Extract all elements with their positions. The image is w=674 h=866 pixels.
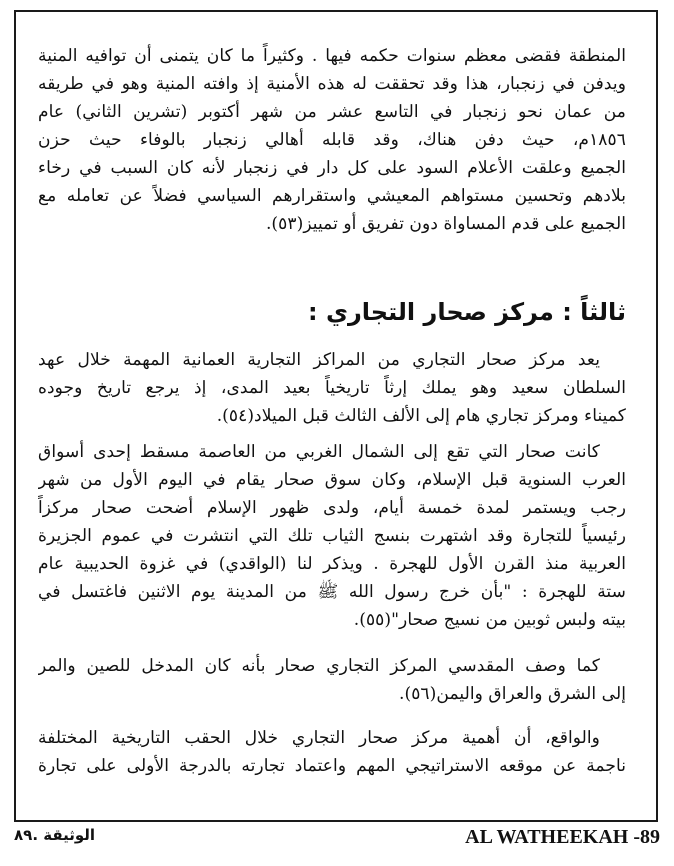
text-line: السلطان سعيد وهو يملك إرثاً تاريخياً بعيد المدى، إذ يرجع تاريخ وجوده (38, 378, 626, 398)
text-line: كميناء ومركز تجاري هام إلى الألف الثالث قبل الميلاد(٥٤). (216, 406, 626, 426)
text-line: من عمان نحو زنجبار في التاسع عشر من شهر أكتوبر (تشرين الثاني) عام (38, 102, 626, 122)
text-line: ويدفن في زنجبار، هذا وقد تحققت له هذه الأمنية إذ وافته المنية وهو في طريقه (38, 74, 626, 94)
text-line: الجميع على قدم المساواة دون تفريق أو تمييز(٥٣). (265, 214, 626, 234)
text-line: العربية منذ القرن الأول للهجرة . ويذكر لنا (الواقدي) في غزوة الحديبية عام (38, 554, 626, 574)
footer-journal-arabic: الوثيقة .٨٩ (14, 826, 96, 844)
text-line: ستة للهجرة : "بأن خرج رسول الله ﷺ من المدينة يوم الاثنين فاغتسل في (38, 582, 626, 602)
footer-journal-latin: AL WATHEEKAH -89 (465, 826, 660, 848)
text-line: بيته ولبس ثوبين من نسيج صحار"(٥٥). (353, 610, 626, 630)
section-heading: ثالثاً : مركز صحار التجاري : (308, 298, 626, 326)
text-line: الجميع وعلقت الأعلام السود على كل دار في زنجبار لأنه كان السبب في رخاء (38, 158, 626, 178)
text-line: ناجمة عن موقعه الاستراتيجي المهم واعتماد تجارته بالدرجة الأولى على تجارة (38, 756, 626, 776)
text-line: رئيسياً للتجارة وقد اشتهرت بنسج الثياب تلك التي انتشرت في عموم الجزيرة (38, 526, 626, 546)
text-line: والواقع، أن أهمية مركز صحار التجاري خلال الحقب التاريخية المختلفة (38, 728, 600, 748)
text-line: ١٨٥٦م، حيث دفن هناك، وقد قابله أهالي زنجبار بالوفاء حيث حزن (38, 130, 626, 150)
text-line: إلى الشرق والعراق واليمن(٥٦). (399, 684, 626, 704)
text-line: كانت صحار التي تقع إلى الشمال الغربي من العاصمة مسقط إحدى أسواق (38, 442, 600, 462)
text-line: العرب السنوية قبل الإسلام، وكان سوق صحار يقام في اليوم الأول من شهر (38, 470, 626, 490)
text-line: رجب ويستمر لمدة خمسة أيام، ولدى ظهور الإسلام أضحت صحار مركزاً (38, 498, 626, 518)
text-line: المنطقة فقضى معظم سنوات حكمه فيها . وكثيراً ما كان يتمنى أن توافيه المنية (38, 46, 626, 66)
page-frame (14, 10, 658, 822)
text-line: بلادهم وتحسين مستواهم المعيشي واستقرارهم السياسي فضلاً عن تعامله مع (38, 186, 626, 206)
text-line: يعد مركز صحار التجاري من المراكز التجارية العمانية المهمة خلال عهد (38, 350, 600, 370)
text-line: كما وصف المقدسي المركز التجاري صحار بأنه كان المدخل للصين والمر (38, 656, 600, 676)
